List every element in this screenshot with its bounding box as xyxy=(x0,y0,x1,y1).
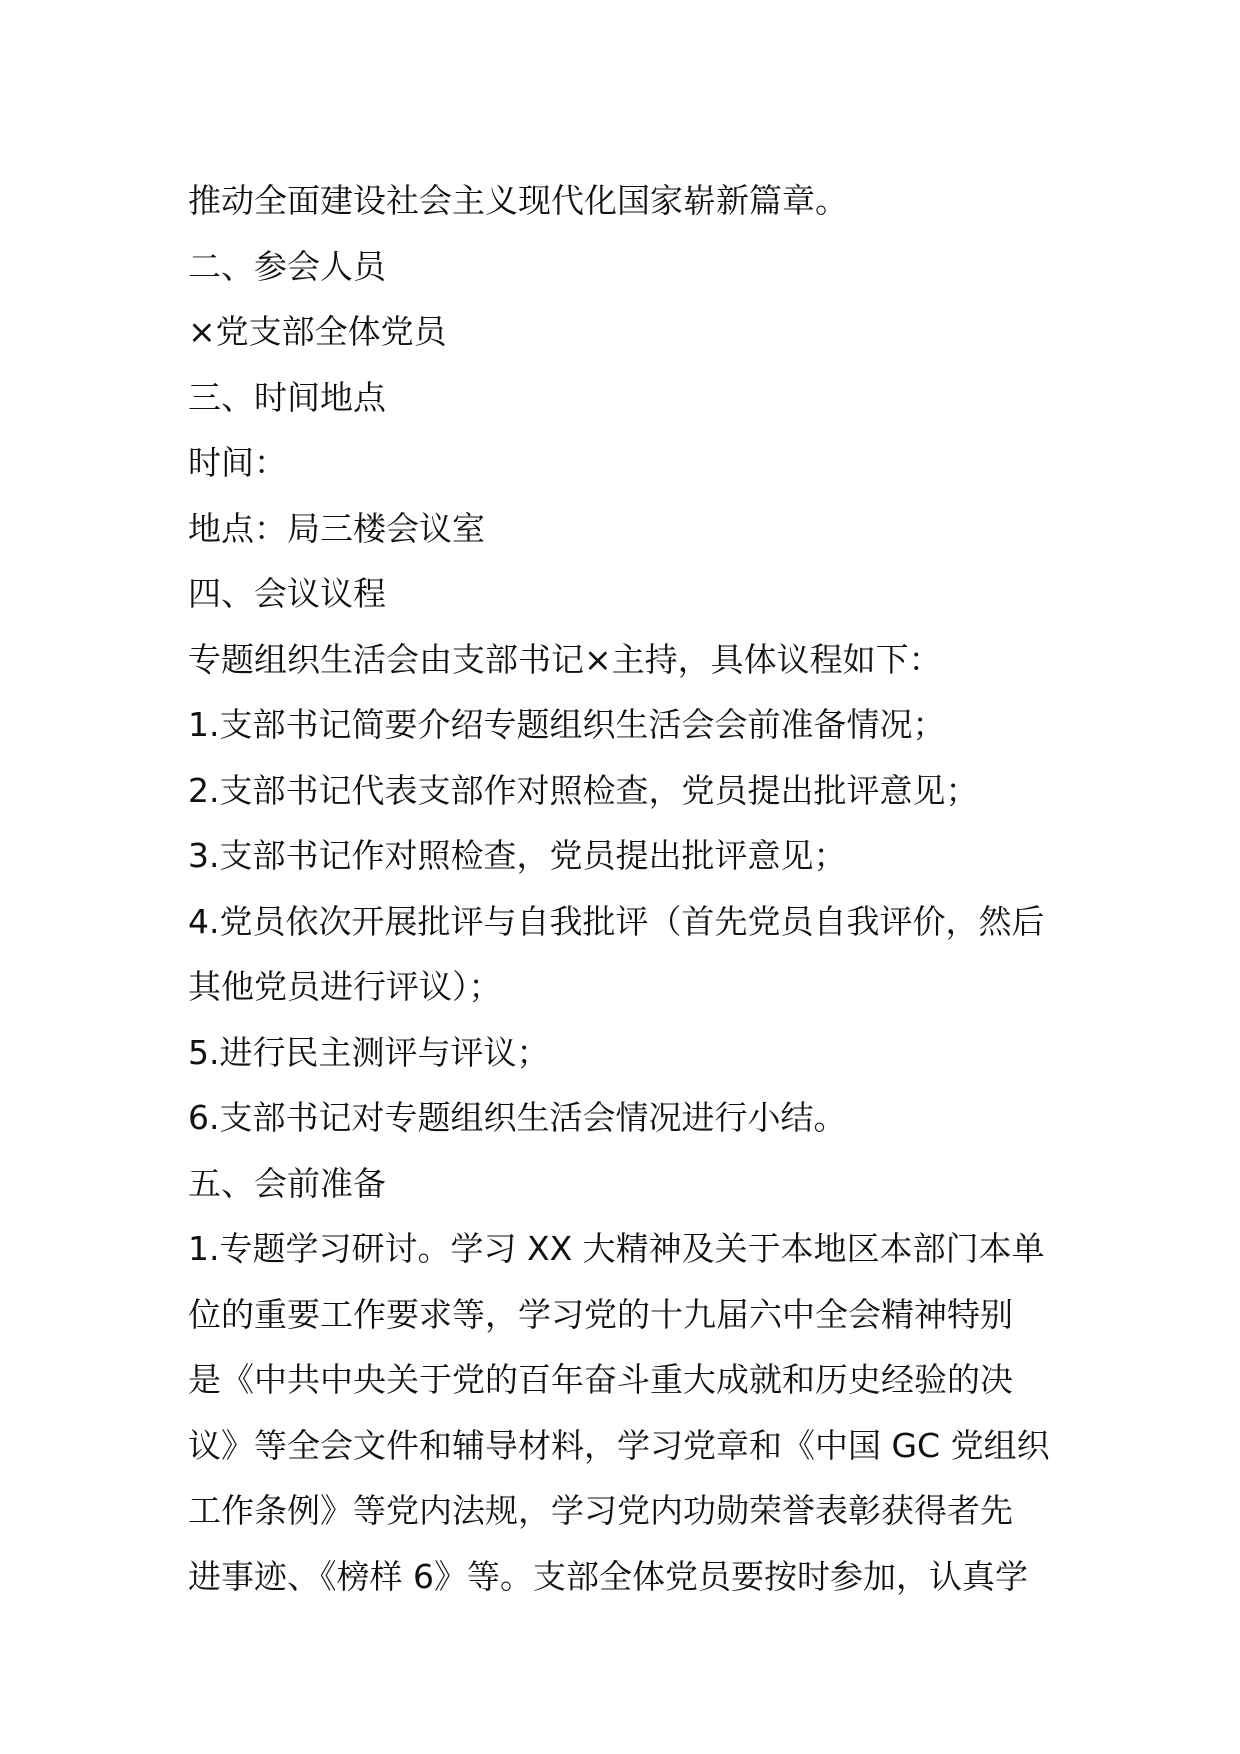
document-body xyxy=(188,168,1068,1609)
text-line: 议》等全会文件和辅导材料，学习党章和《中国 GC 党组织 xyxy=(188,1425,1050,1465)
section-heading-preparation: 五、会前准备 xyxy=(188,1163,386,1203)
text-line: 专题组织生活会由支部书记×主持，具体议程如下： xyxy=(188,639,942,679)
agenda-item: 4.党员依次开展批评与自我批评（首先党员自我评价，然后 xyxy=(188,901,1045,941)
agenda-item: 6.支部书记对专题组织生活会情况进行小结。 xyxy=(188,1098,847,1137)
section-heading-time-place: 三、时间地点 xyxy=(188,377,386,417)
text-line: 地点：局三楼会议室 xyxy=(188,508,485,548)
agenda-item: 5.进行民主测评与评议； xyxy=(188,1032,550,1072)
text-line: ×党支部全体党员 xyxy=(188,312,447,351)
text-line: 其他党员进行评议）； xyxy=(188,967,502,1006)
text-line: 时间： xyxy=(188,443,287,482)
text-line: 是《中共中央关于党的百年奋斗重大成就和历史经验的决 xyxy=(188,1360,1013,1399)
text-line: 进事迹、《榜样 6》等。支部全体党员要按时参加，认真学 xyxy=(188,1556,1028,1596)
agenda-item: 3.支部书记作对照检查，党员提出批评意见； xyxy=(188,836,847,875)
section-heading-attendees: 二、参会人员 xyxy=(188,246,386,286)
text-line: 1.专题学习研讨。学习 XX 大精神及关于本地区本部门本单 xyxy=(188,1229,1045,1268)
agenda-item: 1.支部书记简要介绍专题组织生活会会前准备情况； xyxy=(188,705,946,744)
section-heading-agenda: 四、会议议程 xyxy=(188,574,386,613)
text-line: 工作条例》等党内法规，学习党内功勋荣誉表彰获得者先 xyxy=(188,1491,1013,1530)
agenda-item: 2.支部书记代表支部作对照检查，党员提出批评意见； xyxy=(188,770,979,810)
text-line: 位的重要工作要求等，学习党的十九届六中全会精神特别 xyxy=(188,1294,1013,1334)
text-line: 推动全面建设社会主义现代化国家崭新篇章。 xyxy=(188,181,848,220)
